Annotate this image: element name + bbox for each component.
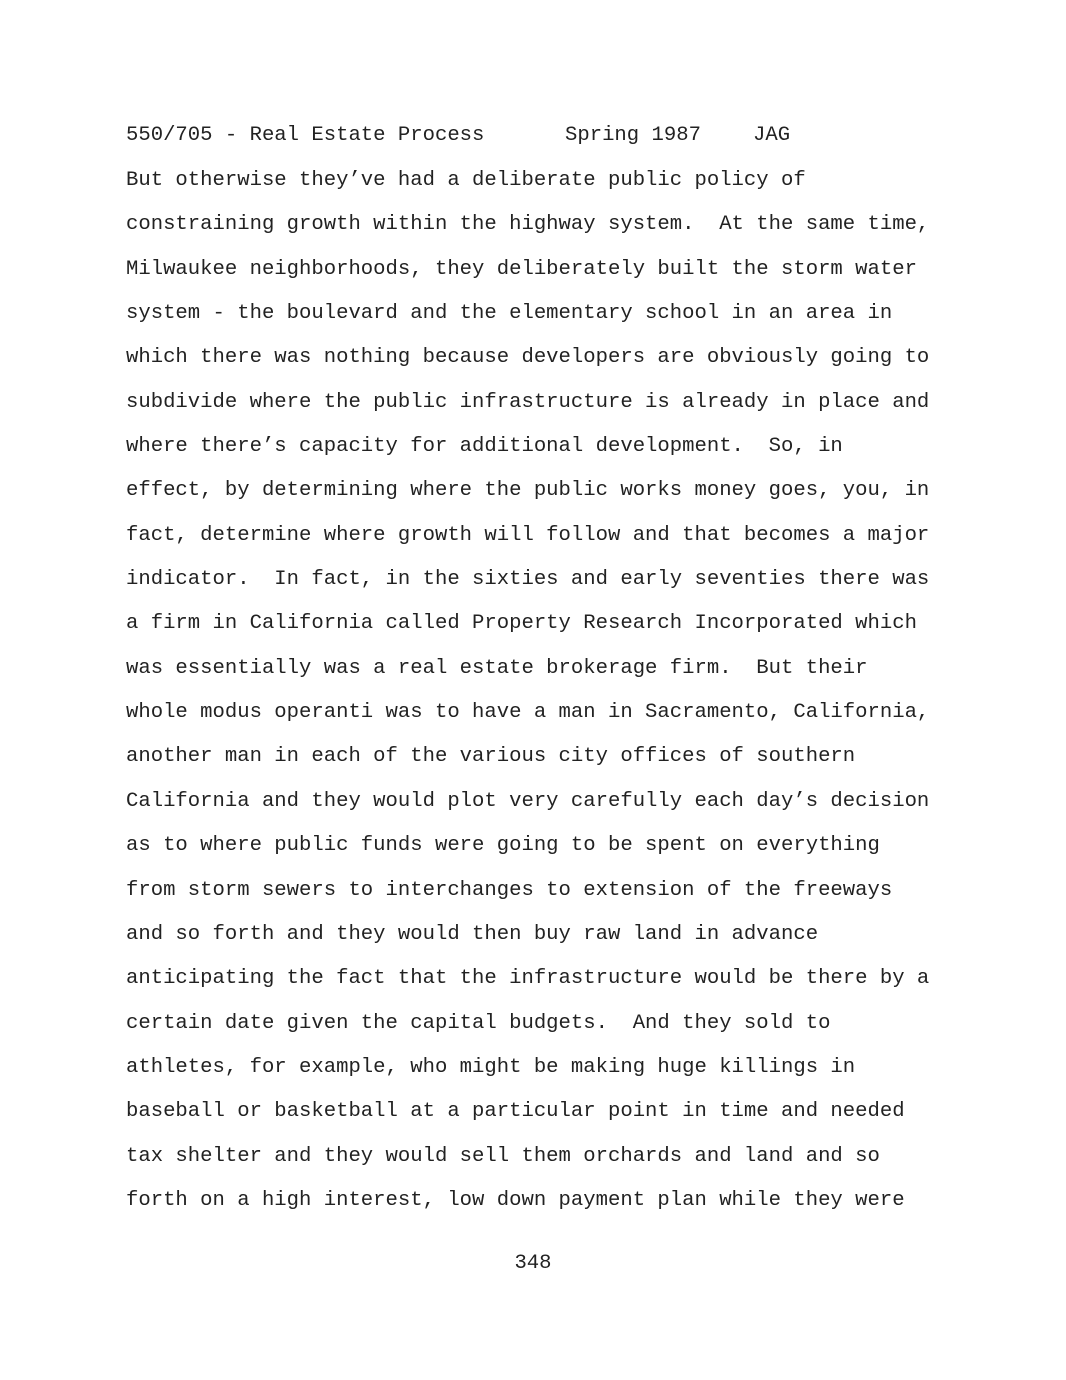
text-line: effect, by determining where the public works money goes, you, in [126, 479, 930, 503]
text-line: system - the boulevard and the elementary school in an area in [126, 302, 893, 326]
text-line: But otherwise they’ve had a deliberate public policy of [126, 169, 806, 192]
author-initials: JAG [753, 124, 791, 147]
text-line: was essentially was a real estate brokerage firm. But their [126, 656, 868, 680]
text-line: Milwaukee neighborhoods, they deliberately built the storm water [126, 257, 917, 281]
page-header [126, 122, 790, 150]
text-line: anticipating the fact that the infrastructure would be there by a [126, 967, 930, 991]
text-line: which there was nothing because developers are obviously going to [126, 346, 930, 370]
text-line: California and they would plot very carefully each day’s decision [126, 789, 930, 813]
text-line: athletes, for example, who might be making huge killings in [126, 1055, 856, 1079]
text-line: subdivide where the public infrastructure is already in place and [126, 390, 930, 414]
text-line: tax shelter and they would sell them orchards and land and so [126, 1144, 880, 1168]
text-line: certain date given the capital budgets. And they sold to [126, 1011, 831, 1035]
text-line: another man in each of the various city offices of southern [126, 745, 856, 769]
text-line: where there’s capacity for additional development. So, in [126, 435, 843, 459]
text-line: fact, determine where growth will follow and that becomes a major [126, 523, 930, 547]
course-title: 550/705 - Real Estate Process [126, 124, 485, 147]
text-line: forth on a high interest, low down payment plan while they were [126, 1188, 905, 1212]
page-number: 348 [514, 1252, 552, 1275]
text-line: constraining growth within the highway system. At the same time, [126, 213, 930, 237]
text-line: a firm in California called Property Research Incorporated which [126, 612, 917, 636]
text-line: from storm sewers to interchanges to extension of the freeways [126, 878, 893, 902]
text-line: baseball or basketball at a particular point in time and needed [126, 1100, 905, 1124]
text-line: as to where public funds were going to be spent on everything [126, 834, 880, 858]
text-line: indicator. In fact, in the sixties and early seventies there was [126, 568, 930, 592]
term-label: Spring 1987 [565, 124, 701, 147]
transcript-body [126, 167, 956, 1231]
text-line: whole modus operanti was to have a man in Sacramento, California, [126, 701, 930, 725]
text-line: and so forth and they would then buy raw land in advance [126, 922, 819, 946]
